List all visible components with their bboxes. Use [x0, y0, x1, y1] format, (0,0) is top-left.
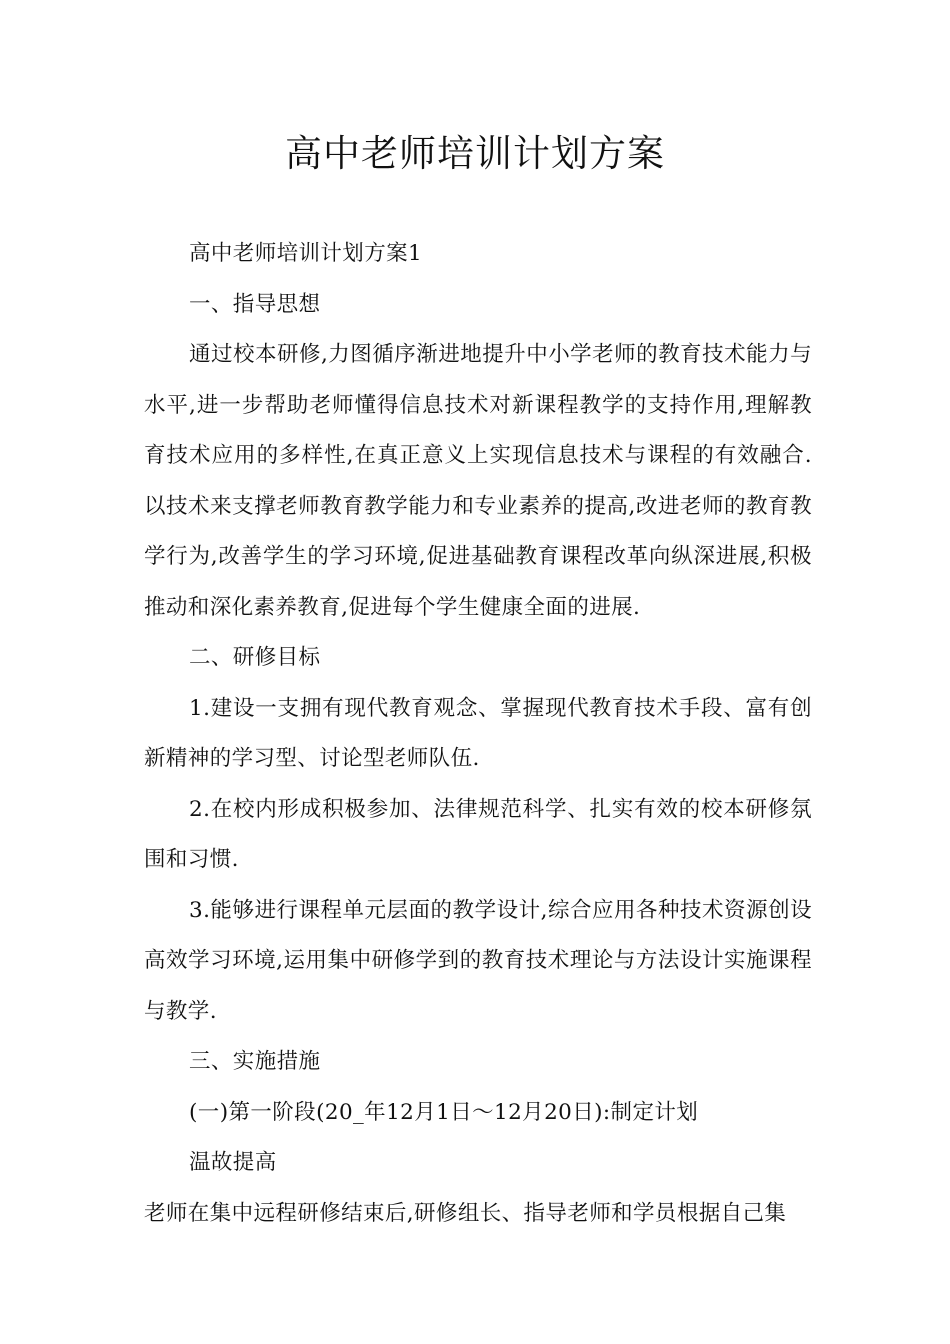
goal-item-3: 3.能够进行课程单元层面的教学设计,综合应用各种技术资源创设高效学习环境,运用集中研修学到的教育技术理论与方法设计实施课程与教学. [144, 897, 812, 1024]
goal-item-1: 1.建设一支拥有现代教育观念、掌握现代教育技术手段、富有创新精神的学习型、讨论型老师队伍. [144, 695, 812, 771]
document-title: 高中老师培训计划方案 [285, 132, 665, 175]
stage-one-heading: (一)第一阶段(20_年12月1日～12月20日):制定计划 [189, 1099, 699, 1125]
paragraph-guiding-ideology: 通过校本研修,力图循序渐进地提升中小学老师的教育技术能力与水平,进一步帮助老师懂得信息技术对新课程教学的支持作用,理解教育技术应用的多样性,在真正意义上实现信息技术与课程的有效融合.以技术来支撑老师教育教学能力和专业素养的提高,改进老师的教育教学行为,改善学生的学习环境,促进基础教育课程改革向纵深进展,积极推动和深化素养教育,促进每个学生健康全面的进展. [144, 342, 812, 620]
goal-item-2: 2.在校内形成积极参加、法律规范科学、扎实有效的校本研修氛围和习惯. [144, 796, 812, 872]
section-heading-training-goals: 二、研修目标 [189, 645, 321, 670]
subheading-review: 温故提高 [189, 1150, 277, 1175]
section-heading-measures: 三、实施措施 [189, 1049, 321, 1074]
section-heading-guiding-ideology: 一、指导思想 [189, 291, 321, 317]
document-body [144, 229, 812, 1239]
paragraph-plan-heading: 高中老师培训计划方案1 [189, 241, 423, 266]
paragraph-review-start: 老师在集中远程研修结束后,研修组长、指导老师和学员根据自己集 [144, 1200, 787, 1226]
